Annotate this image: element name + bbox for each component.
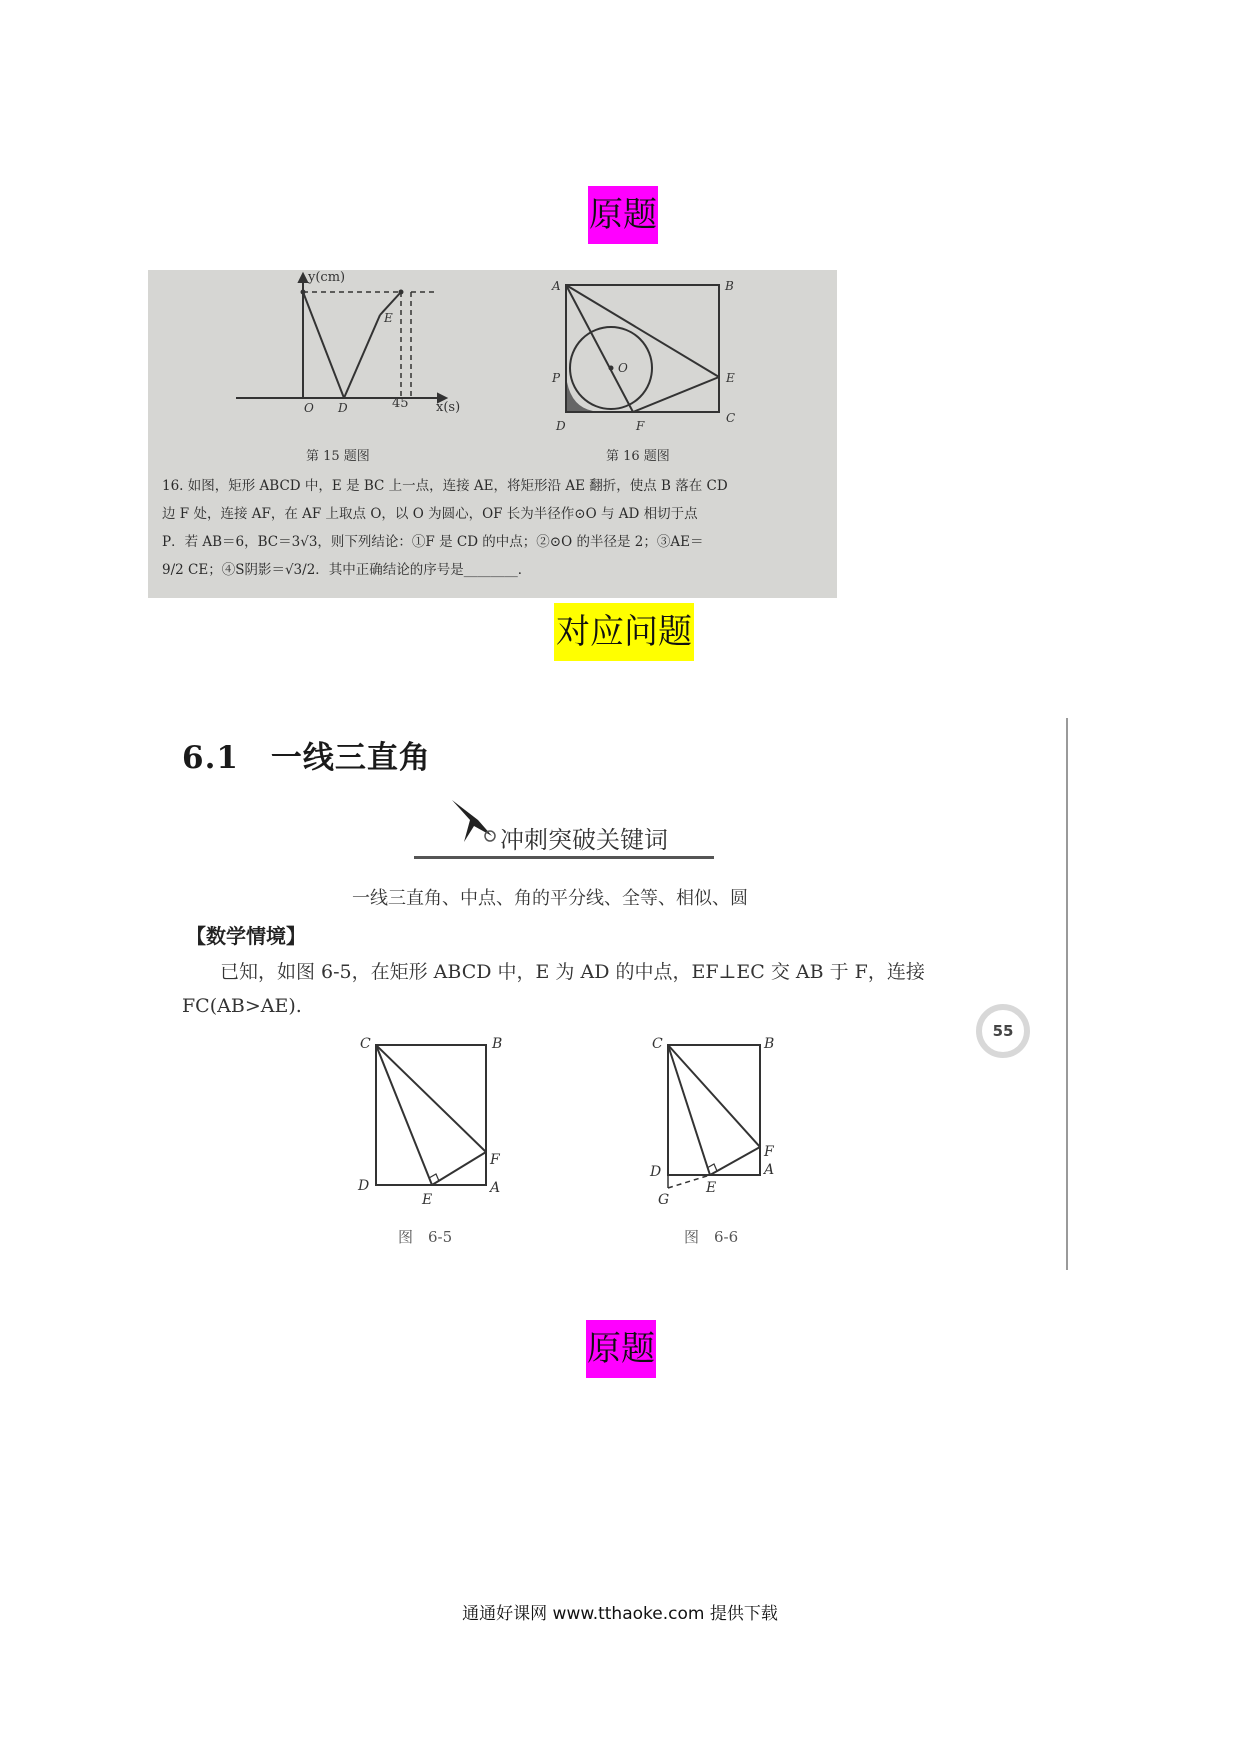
question-line: 16. 如图，矩形 ABCD 中，E 是 BC 上一点，连接 AE，将矩形沿 AE 翻折，使点 B 落在 CD — [162, 478, 728, 494]
problem-statement — [182, 955, 962, 1023]
figure-6-6 — [640, 1030, 790, 1210]
svg-text:F: F — [764, 1144, 774, 1160]
svg-text:G: G — [658, 1192, 670, 1208]
label-corresponding-problem: 对应问题 — [554, 603, 694, 661]
svg-text:E: E — [706, 1180, 717, 1196]
svg-text:C: C — [726, 411, 736, 425]
figure-6-6-caption: 图 6-6 — [684, 1228, 739, 1246]
section-title: 6.1 一线三直角 — [182, 740, 431, 776]
svg-text:B: B — [492, 1036, 503, 1052]
question-line: 边 F 处，连接 AF，在 AF 上取点 O，以 O 为圆心，OF 长为半径作⊙O 与 AD 相切于点 — [162, 506, 698, 522]
figure-6-5-caption: 图 6-5 — [398, 1228, 453, 1246]
statement-line: FC(AB>AE). — [182, 995, 302, 1017]
fig15-caption: 第 15 题图 — [306, 449, 370, 464]
svg-text:O: O — [304, 401, 314, 415]
svg-text:D: D — [338, 401, 348, 415]
figure-16-geometry — [566, 285, 719, 412]
page-edge-rule — [1066, 718, 1068, 1270]
fig15-x-axis-label: x(s) — [436, 400, 461, 415]
svg-text:B: B — [725, 279, 734, 293]
svg-text:P: P — [552, 371, 561, 385]
svg-text:D: D — [358, 1178, 370, 1194]
question-16-text — [162, 472, 832, 584]
statement-line: 已知，如图 6-5，在矩形 ABCD 中，E 为 AD 的中点，EF⊥EC 交 AB 于 F，连接 — [220, 961, 925, 983]
svg-text:E: E — [422, 1192, 433, 1208]
svg-text:C: C — [360, 1036, 371, 1052]
svg-text:A: A — [490, 1180, 501, 1196]
svg-text:F: F — [636, 419, 645, 433]
keywords-list: 一线三直角、中点、角的平分线、全等、相似、圆 — [352, 888, 748, 909]
svg-text:D: D — [556, 419, 566, 433]
fig16-caption: 第 16 题图 — [606, 449, 670, 464]
figure-15-graph — [236, 274, 446, 402]
keyword-underline — [414, 856, 714, 859]
svg-text:E: E — [726, 371, 735, 385]
keyword-banner-title: 冲刺突破关键词 — [500, 826, 668, 854]
svg-text:D: D — [650, 1164, 662, 1180]
figure-6-5 — [350, 1030, 520, 1210]
svg-text:E: E — [384, 311, 393, 325]
svg-text:O: O — [618, 361, 628, 375]
swallow-icon — [448, 796, 502, 848]
label-original-bottom: 原题 — [586, 1320, 656, 1378]
label-original-top: 原题 — [588, 186, 658, 244]
fig15-y-axis-label: y(cm) — [308, 270, 346, 285]
svg-text:F: F — [490, 1152, 500, 1168]
svg-text:C: C — [652, 1036, 663, 1052]
svg-text:A: A — [552, 279, 561, 293]
svg-text:B: B — [764, 1036, 775, 1052]
fig15-tick-label: 45 — [392, 396, 409, 411]
footer-download-note: 通通好课网 www.tthaoke.com 提供下载 — [462, 1604, 778, 1624]
question-line: 9/2 CE；④S阴影＝√3/2．其中正确结论的序号是________． — [162, 562, 532, 578]
math-situation-heading: 【数学情境】 — [186, 924, 306, 948]
question-line: P．若 AB＝6，BC＝3√3，则下列结论：①F 是 CD 的中点；②⊙O 的半径是 2；③AE＝ — [162, 534, 704, 550]
page-number-badge: 55 — [976, 1004, 1030, 1058]
svg-text:A: A — [764, 1162, 775, 1178]
scanned-exam-photo — [148, 270, 837, 598]
